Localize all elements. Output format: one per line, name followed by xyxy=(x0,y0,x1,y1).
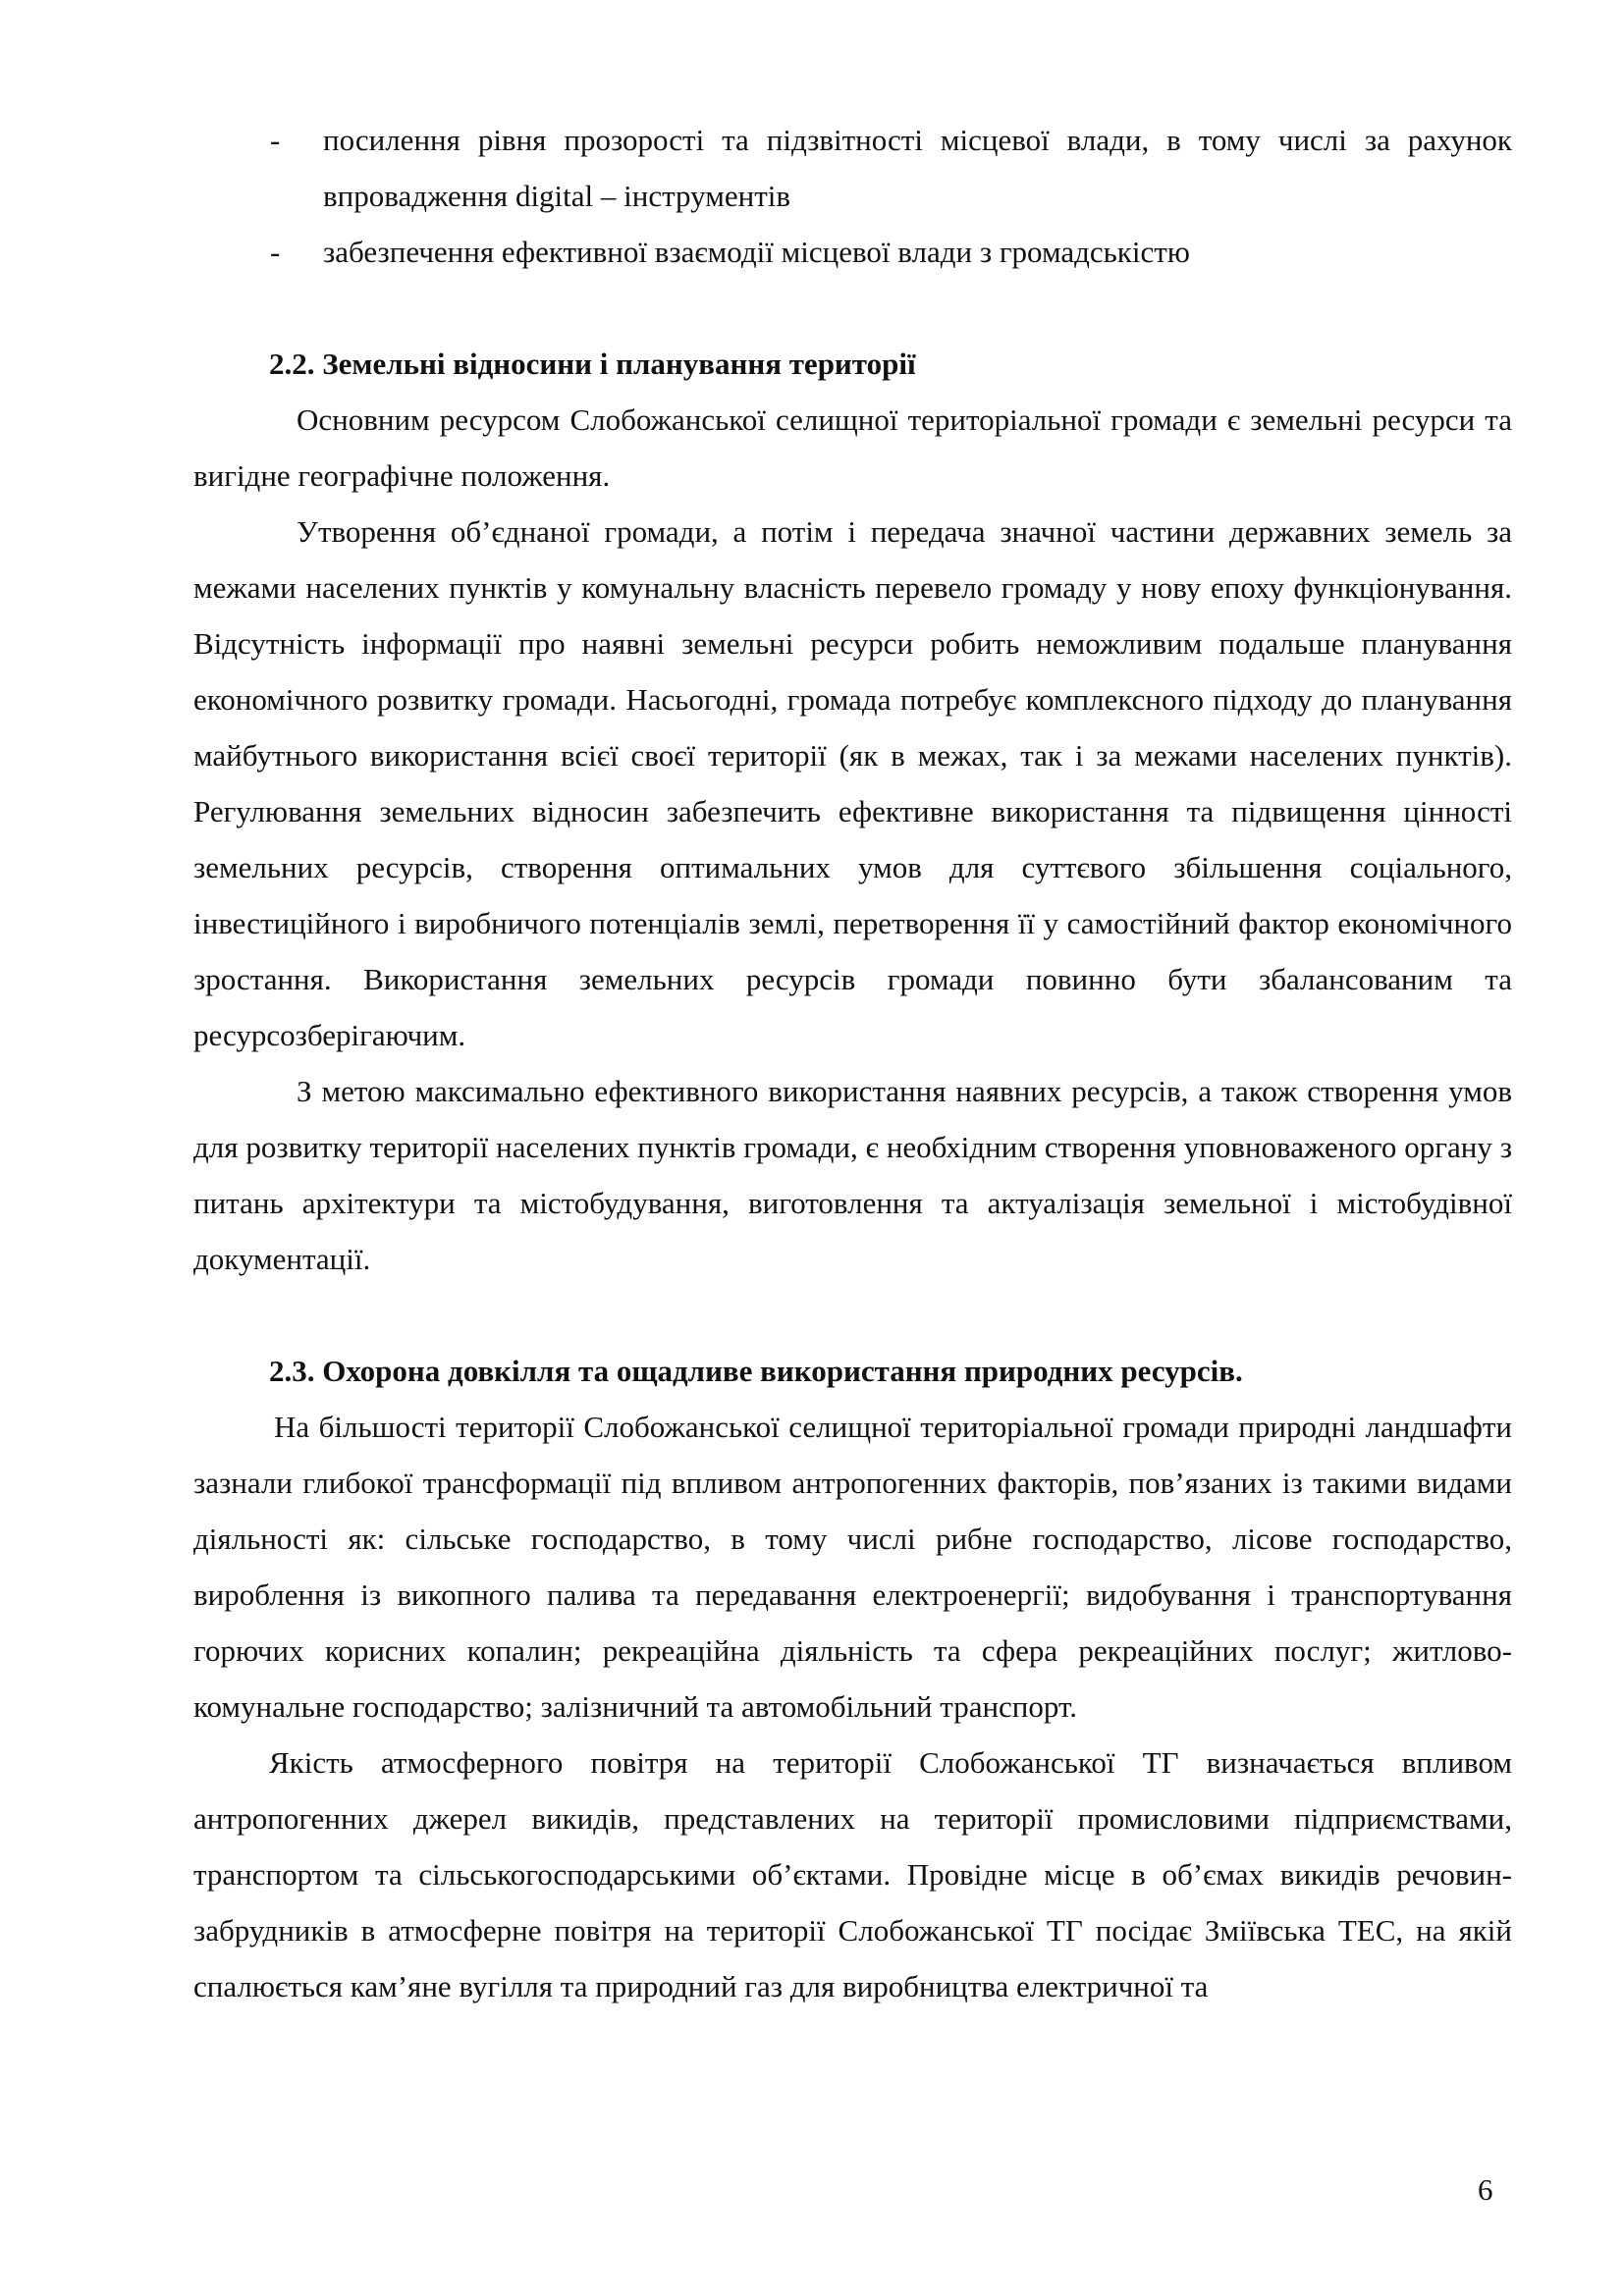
page-number: 6 xyxy=(1478,2172,1493,2207)
bullet-item xyxy=(193,224,1512,280)
paragraph: На більшості території Слобожанської селищної територіальної громади природні ландшафти зазнали глибокої трансформації під впливом антропогенних факторів, пов’язаних із такими видами діяльності як: сільське господарство, в тому числі рибне господарство, лісове господарство, вироблення із викопного палива та передавання електроенергії; видобування і транспортування горючих корисних копалин; рекреаційна діяльність та сфера рекреаційних послуг; житлово-комунальне господарство; залізничний та автомобільний транспорт. xyxy=(193,1410,1512,1724)
paragraph: Основним ресурсом Слобожанської селищної територіальної громади є земельні ресурси та вигідне географічне положення. xyxy=(193,402,1512,493)
page-content xyxy=(193,112,1512,2014)
bullet-text: посилення рівня прозорості та підзвітності місцевої влади, в тому числі за рахунок впровадження digital – інструментів xyxy=(323,123,1512,213)
paragraph: З метою максимально ефективного використання наявних ресурсів, а також створення умов для розвитку території населених пунктів громади, є необхідним створення уповноваженого органу з питань архітектури та містобудування, виготовлення та актуалізація земельної і містобудівної документації. xyxy=(193,1074,1512,1276)
bullet-dash: - xyxy=(270,235,281,269)
section-heading-2-3: 2.3. Охорона довкілля та ощадливе використання природних ресурсів. xyxy=(269,1354,1243,1388)
paragraph: Якість атмосферного повітря на території Слобожанської ТГ визначається впливом антропогенних джерел викидів, представлених на території промисловими підприємствами, транспортом та сільськогосподарськими об’єктами. Провідне місце в об’ємах викидів речовин-забрудників в атмосферне повітря на території Слобожанської ТГ посідає Зміївська ТЕС, на якій спалюється кам’яне вугілля та природний газ для виробництва електричної та xyxy=(193,1745,1512,2003)
bullet-text: забезпечення ефективної взаємодії місцевої влади з громадськістю xyxy=(323,235,1190,269)
section-heading-2-2: 2.2. Земельні відносини і планування території xyxy=(269,347,916,381)
paragraph: Утворення об’єднаної громади, а потім і передача значної частини державних земель за межами населених пунктів у комунальну власність перевело громаду у нову епоху функціонування. Відсутність інформації про наявні земельні ресурси робить неможливим подальше планування економічного розвитку громади. Насьогодні, громада потребує комплексного підходу до планування майбутнього використання всієї своєї території (як в межах, так і за межами населених пунктів). Регулювання земельних відносин забезпечить ефективне використання та підвищення цінності земельних ресурсів, створення оптимальних умов для суттєвого збільшення соціального, інвестиційного і виробничого потенціалів землі, перетворення її у самостійний фактор економічного зростання. Використання земельних ресурсів громади повинно бути збалансованим та ресурсозберігаючим. xyxy=(193,514,1512,1052)
bullet-item xyxy=(193,112,1512,224)
bullet-dash: - xyxy=(270,123,281,157)
